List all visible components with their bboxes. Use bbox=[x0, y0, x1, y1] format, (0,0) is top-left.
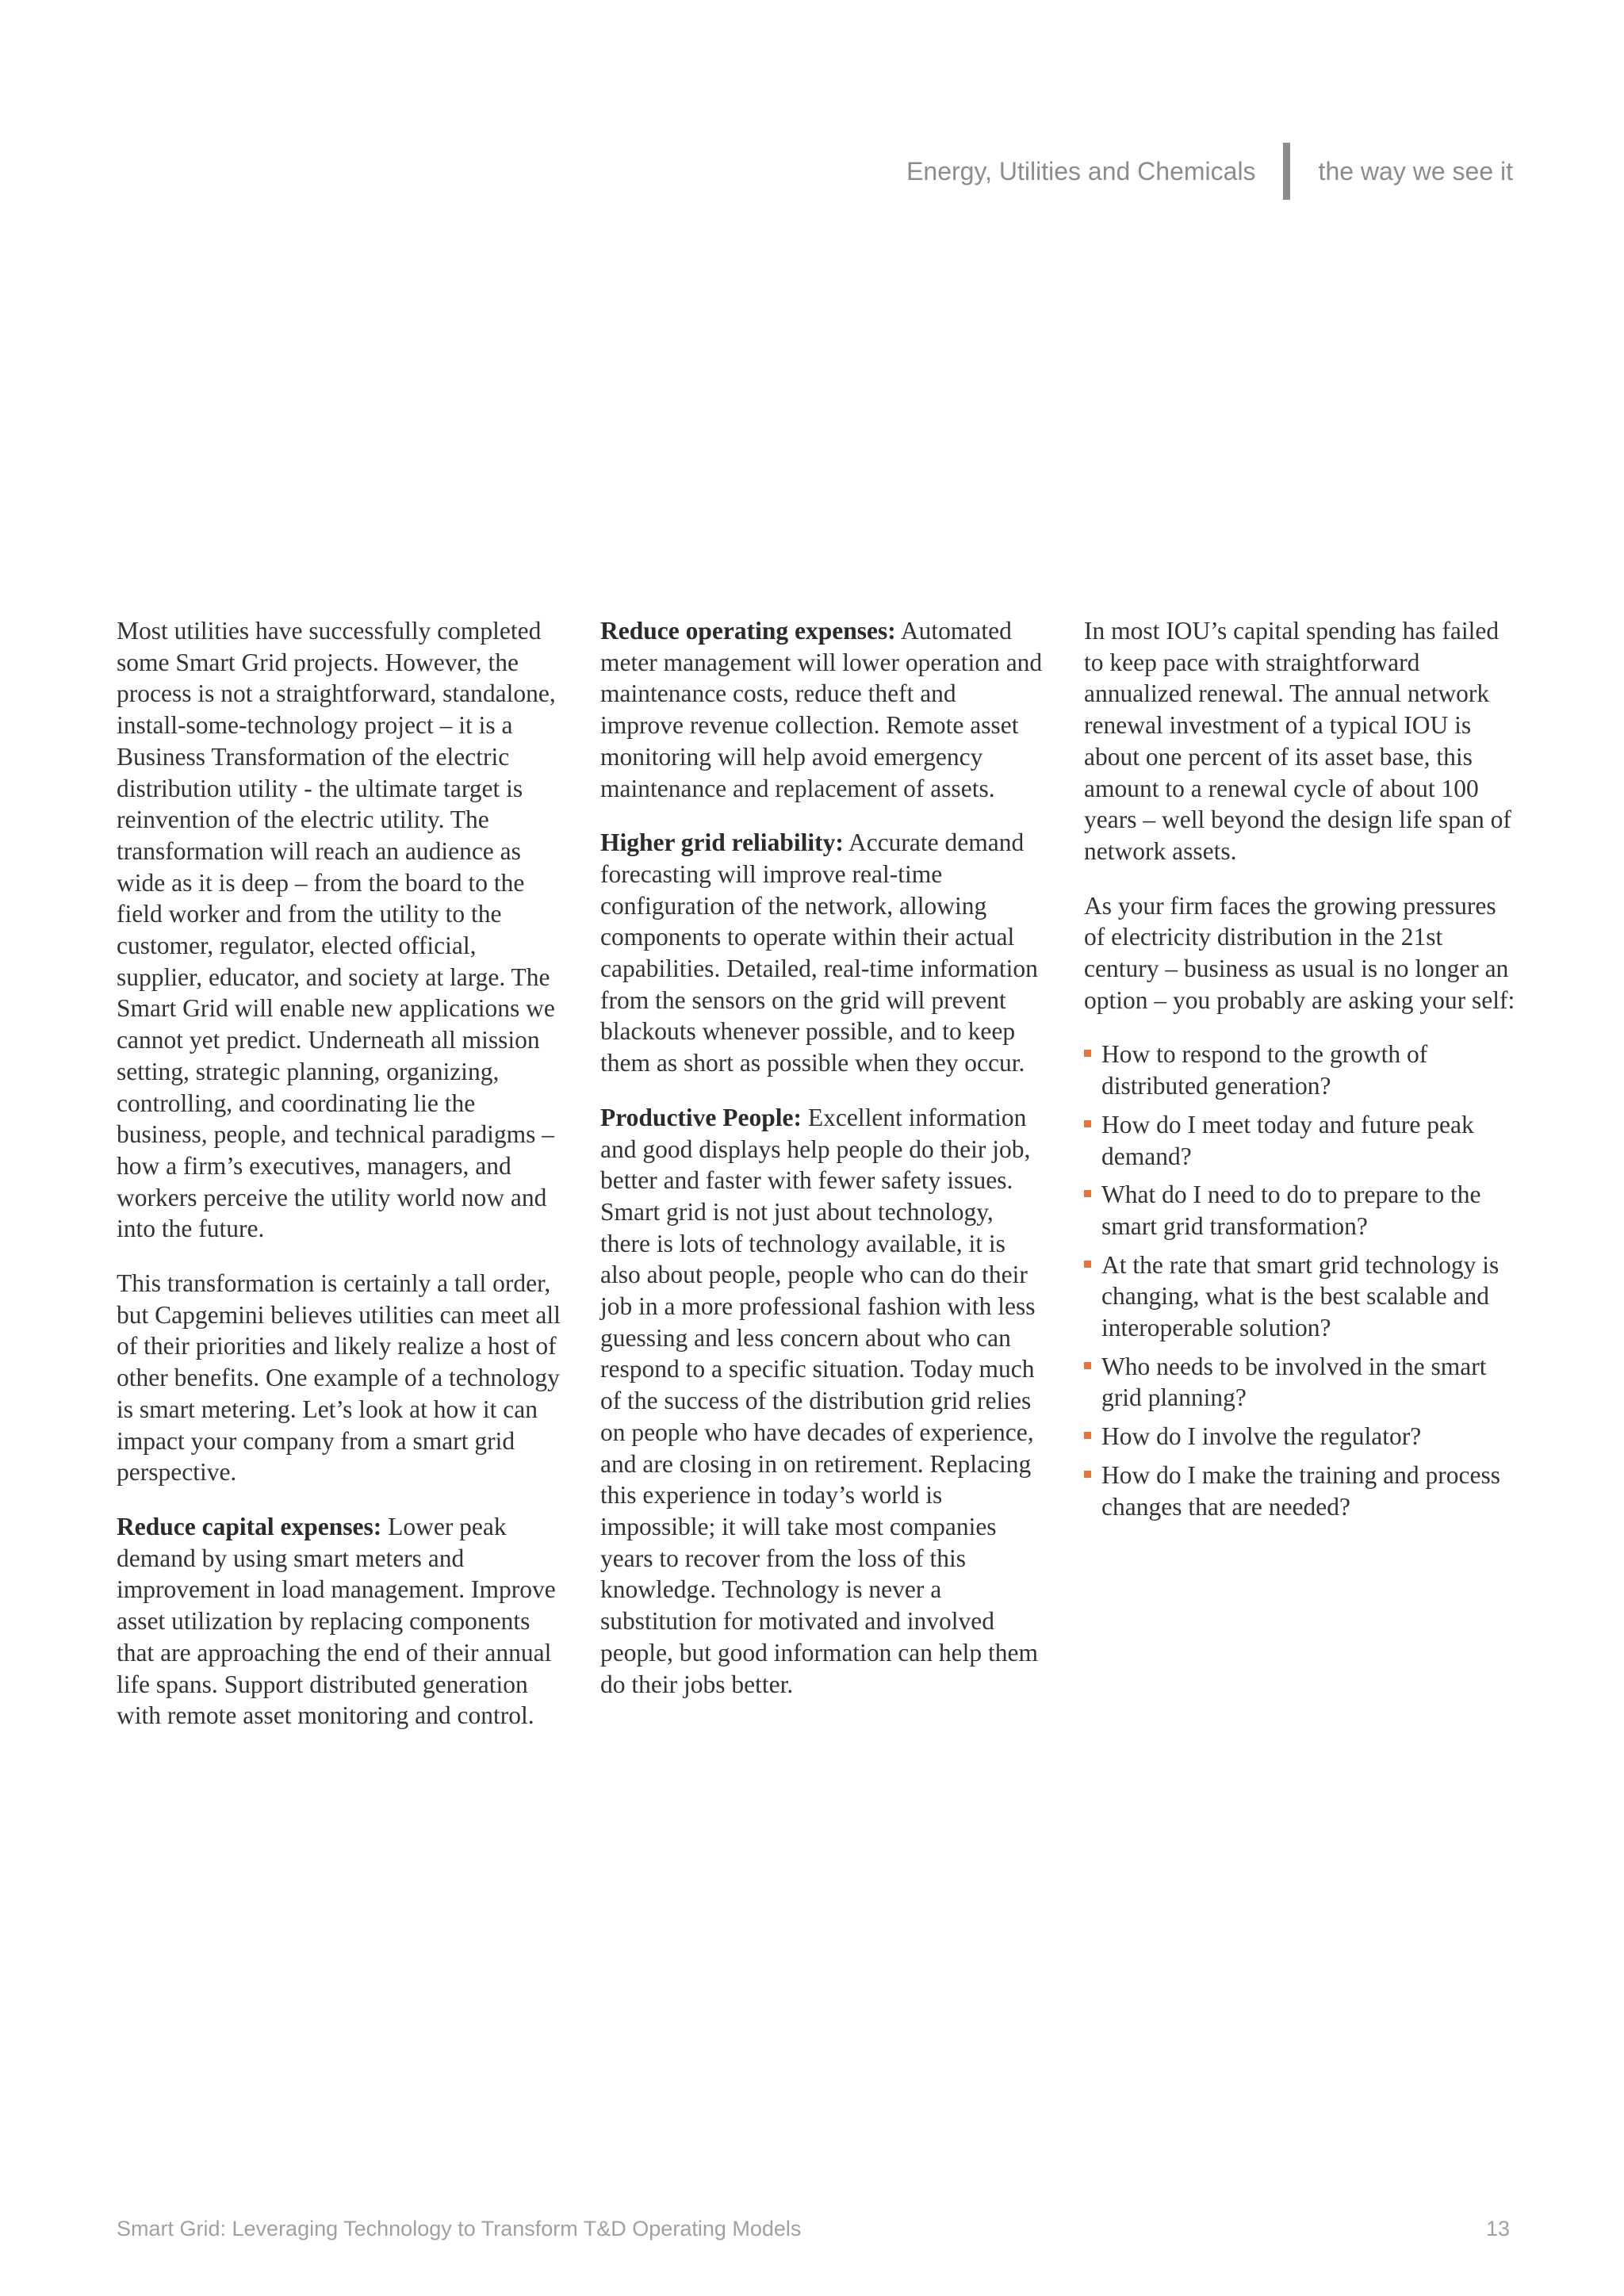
paragraph bbox=[117, 1511, 561, 1732]
column-1 bbox=[117, 615, 561, 1755]
paragraph-heading: Reduce capital expenses: bbox=[117, 1512, 382, 1540]
paragraph-body: Accurate demand forecasting will improve real-time configuration of the network, allowing components to operate within their actual capabilities. Detailed, real-time information from the sensors on the grid will prevent blackouts whenever possible, and to keep them as short as possible when they occur. bbox=[600, 828, 1038, 1077]
square-bullet-icon bbox=[1084, 1261, 1091, 1268]
paragraph bbox=[600, 827, 1044, 1079]
paragraph-heading: Higher grid reliability: bbox=[600, 828, 844, 857]
list-item: How do I make the training and process changes that are needed? bbox=[1084, 1460, 1520, 1522]
question-list bbox=[1084, 1039, 1520, 1522]
tagline: the way we see it bbox=[1318, 156, 1513, 186]
paragraph bbox=[600, 615, 1044, 804]
list-item: Who needs to be involved in the smart grid planning? bbox=[1084, 1351, 1520, 1414]
paragraph-heading: Reduce operating expenses: bbox=[600, 617, 896, 645]
square-bullet-icon bbox=[1084, 1190, 1091, 1197]
list-item: How do I meet today and future peak demand? bbox=[1084, 1109, 1520, 1172]
header-divider bbox=[1283, 143, 1290, 200]
square-bullet-icon bbox=[1084, 1471, 1091, 1478]
paragraph-body: Lower peak demand by using smart meters and improvement in load management. Improve asset utilization by replacing components that are approaching the end of their annual life spans. Support distributed generation with remote asset monitoring and control. bbox=[117, 1512, 556, 1730]
list-item: At the rate that smart grid technology is changing, what is the best scalable and interoperable solution? bbox=[1084, 1249, 1520, 1344]
column-3 bbox=[1084, 615, 1520, 1529]
page-header bbox=[906, 145, 1513, 197]
footer-title: Smart Grid: Leveraging Technology to Transform T&D Operating Models bbox=[117, 2217, 802, 2241]
paragraph: This transformation is certainly a tall order, but Capgemini believes utilities can meet all of their priorities and likely realize a host of other benefits. One example of a technology is smart metering. Let’s look at how it can impact your company from a smart grid perspective. bbox=[117, 1269, 561, 1487]
square-bullet-icon bbox=[1084, 1050, 1091, 1057]
square-bullet-icon bbox=[1084, 1120, 1091, 1127]
paragraph bbox=[600, 1102, 1044, 1700]
paragraph-body: Automated meter management will lower operation and maintenance costs, reduce theft and improve revenue collection. Remote asset monitoring will help avoid emergency maintenance and replacement of assets. bbox=[600, 617, 1043, 802]
paragraph: As your firm faces the growing pressures of electricity distribution in the 21st century – business as usual is no longer an option – you probably are asking your self: bbox=[1084, 891, 1515, 1014]
paragraph-body: Excellent information and good displays help people do their job, better and faster with fewer safety issues. Smart grid is not just about technology, there is lots of technology available, it is also about people, people who can do their job in a more professional fashion with less guessing and less concern about who can respond to a specific situation. Today much of the success of the distribution grid relies on people who have decades of experience, and are closing in on retirement. Replacing this experience in today’s world is impossible; it will take most companies years to recover from the loss of this knowledge. Technology is never a substitution for motivated and involved people, but good information can help them do their jobs better. bbox=[600, 1103, 1038, 1698]
list-item: How to respond to the growth of distributed generation? bbox=[1084, 1039, 1520, 1101]
column-2 bbox=[600, 615, 1044, 1723]
list-item: How do I involve the regulator? bbox=[1084, 1421, 1520, 1452]
paragraph-heading: Productive People: bbox=[600, 1103, 802, 1131]
list-item: What do I need to do to prepare to the smart grid transformation? bbox=[1084, 1179, 1520, 1242]
paragraph: Most utilities have successfully completed some Smart Grid projects. However, the process is not a straightforward, standalone, install-some-technology project – it is a Business Transformation of the electric distribution utility - the ultimate target is reinvention of the electric utility. The transformation will reach an audience as wide as it is deep – from the board to the field worker and from the utility to the customer, regulator, elected official, supplier, educator, and society at large. The Smart Grid will enable new applications we cannot yet predict. Underneath all mission setting, strategic planning, organizing, controlling, and coordinating lie the business, people, and technical paradigms – how a firm’s executives, managers, and workers perceive the utility world now and into the future. bbox=[117, 617, 556, 1243]
page-number: 13 bbox=[1485, 2217, 1510, 2241]
section-title: Energy, Utilities and Chemicals bbox=[906, 156, 1256, 186]
square-bullet-icon bbox=[1084, 1362, 1091, 1369]
paragraph: In most IOU’s capital spending has failed to keep pace with straightforward annualized renewal. The annual network renewal investment of a typical IOU is about one percent of its asset base, this amount to a renewal cycle of about 100 years – well beyond the design life span of network assets. bbox=[1084, 617, 1511, 865]
square-bullet-icon bbox=[1084, 1432, 1091, 1439]
